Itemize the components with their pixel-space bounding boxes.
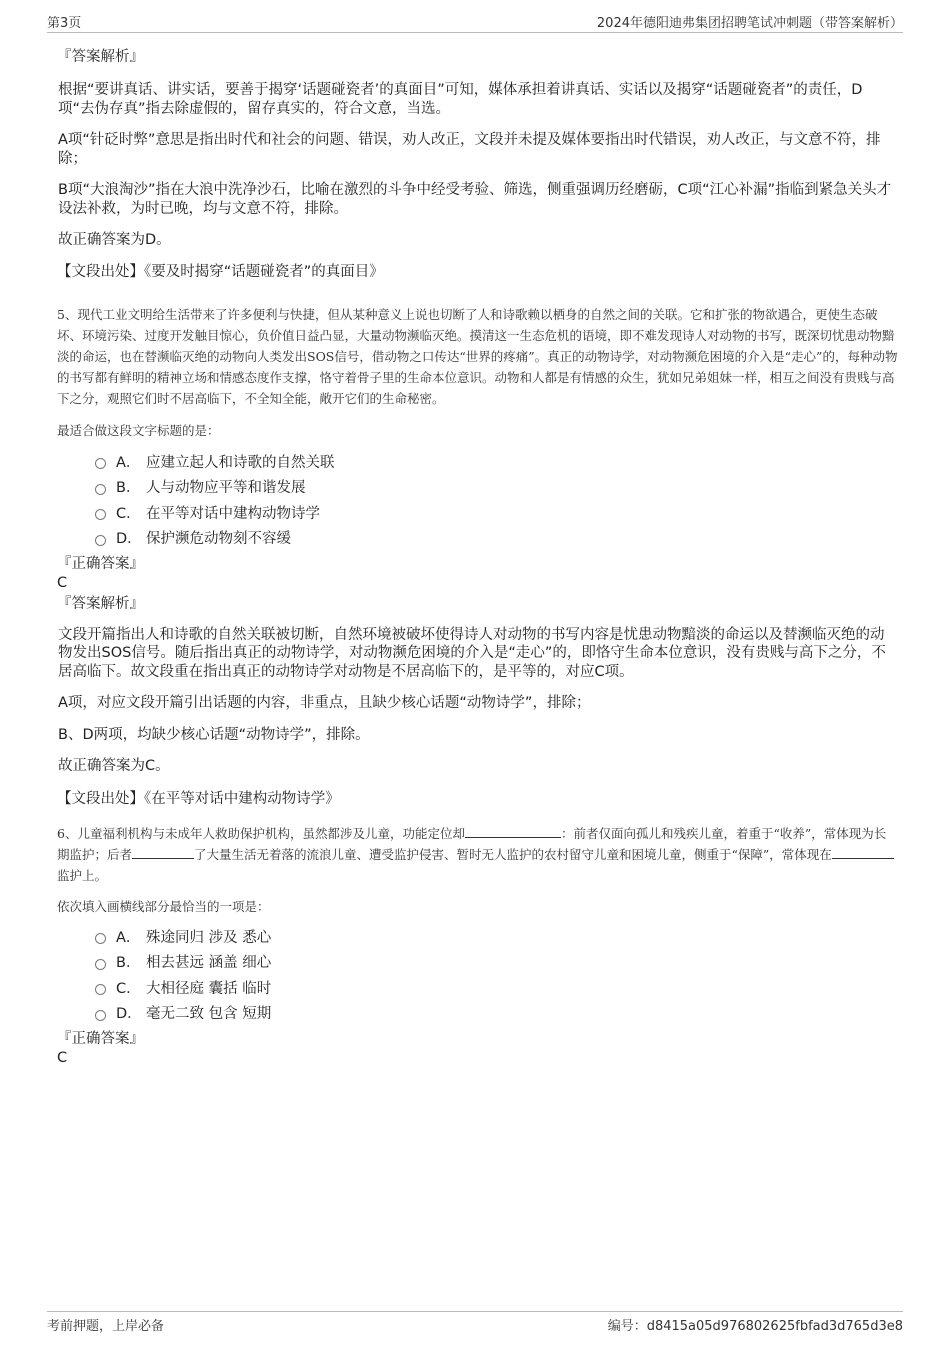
q5-option-b[interactable]: B． 人与动物应平等和谐发展 [95, 474, 898, 500]
q5-source: 【文段出处】《在平等对话中建构动物诗学》 [57, 790, 340, 807]
document-id: 编号：d8415a05d976802625fbfad3d765d3e8 [607, 1319, 903, 1334]
radio-icon[interactable] [95, 484, 106, 495]
q5-answer: C [57, 574, 68, 591]
blank-line [465, 825, 561, 838]
q4-analysis-para-1: 根据“要讲真话、讲实话，要善于揭穿‘话题碰瓷者’的真面目”可知，媒体承担着讲真话、实话以及揭穿“话题碰瓷者”的责任，D项“去伪存真”指去除虚假的，留存真实的，符合文意，当选。 [58, 82, 863, 117]
q6-options [57, 924, 898, 1026]
q6-answer: C [57, 1049, 68, 1066]
q5-answer-label: 『正确答案』 [57, 555, 144, 572]
radio-icon[interactable] [95, 1010, 106, 1021]
page-content [57, 46, 898, 1068]
page-header [47, 12, 903, 33]
q5-analysis-para-3: B、D两项，均缺少核心话题“动物诗学”，排除。 [58, 726, 370, 743]
q6-option-b[interactable]: B． 相去甚远 涵盖 细心 [95, 949, 898, 975]
q4-analysis-label: 『答案解析』 [57, 49, 144, 65]
radio-icon[interactable] [95, 509, 106, 520]
radio-icon[interactable] [95, 959, 106, 970]
q4-source: 【文段出处】《要及时揭穿“话题碰瓷者”的真面目》 [57, 263, 384, 280]
q4-analysis-para-2: A项“针砭时弊”意思是指出时代和社会的问题、错误，劝人改正，文段并未提及媒体要指出时代错误，劝人改正，与文意不符，排除； [58, 132, 881, 167]
q6-answer-label: 『正确答案』 [57, 1030, 144, 1047]
q5-stem: 5、现代工业文明给生活带来了许多便利与快捷，但从某种意义上说也切断了人和诗歌赖以栖身的自然之间的关联。它和扩张的物欲遇合，更使生态破坏、环境污染、过度开发触目惊心，负价值日益凸显，大量动物濒临灭绝。摸清这一生态危机的语境，即不难发现诗人对动物的书写，既深切忧患动物黯淡的命运，也在替濒临灭绝的动物向人类发出SOS信号，借动物之口传达“世界的疼痛”。真正的动物诗学，对动物濒危困境的介入是“走心”的，每种动物的书写都有鲜明的精神立场和情感态度作支撑，恪守着骨子里的生命本位意识。动物和人都是有情感的众生，犹如兄弟姐妹一样，相互之间没有贵贱与高下之分，观照它们时不居高临下，不全知全能，敞开它们的生命秘密。 [57, 306, 898, 406]
blank-line [132, 846, 194, 859]
q5-prompt: 最适合做这段文字标题的是： [57, 422, 220, 438]
document-title: 2024年德阳迪弗集团招聘笔试冲刺题（带答案解析） [596, 16, 903, 31]
footer-slogan: 考前押题，上岸必备 [47, 1319, 165, 1334]
radio-icon[interactable] [95, 535, 106, 546]
page-number: 第3页 [47, 16, 82, 31]
radio-icon[interactable] [95, 458, 106, 469]
q5-analysis-label: 『答案解析』 [57, 595, 144, 612]
radio-icon[interactable] [95, 984, 106, 995]
q5-analysis-conclusion: 故正确答案为C。 [58, 758, 170, 774]
q4-analysis-para-3: B项“大浪淘沙”指在大浪中洗净沙石，比喻在激烈的斗争中经受考验、筛选，侧重强调历经磨砺，C项“江心补漏”指临到紧急关头才设法补救，为时已晚，均与文意不符，排除。 [58, 182, 892, 217]
q5-options [57, 449, 898, 551]
q6-option-a[interactable]: A． 殊途同归 涉及 悉心 [95, 924, 898, 950]
q6-prompt: 依次填入画横线部分最恰当的一项是： [57, 898, 270, 914]
q4-analysis-conclusion: 故正确答案为D。 [58, 232, 171, 248]
radio-icon[interactable] [95, 933, 106, 944]
q6-option-d[interactable]: D． 毫无二致 包含 短期 [95, 1000, 898, 1026]
q5-analysis-para-1: 文段开篇指出人和诗歌的自然关联被切断，自然环境被破坏使得诗人对动物的书写内容是忧患动物黯淡的命运以及替濒临灭绝的动物发出SOS信号。随后指出真正的动物诗学，对动物濒危困境的介入是“走心”的，即恪守生命本位意识，没有贵贱与高下之分，不居高临下。故文段重在指出真正的动物诗学对动物是不居高临下的，是平等的，对应C项。 [58, 626, 886, 680]
q5-option-d[interactable]: D． 保护濒危动物刻不容缓 [95, 525, 898, 551]
q5-analysis-para-2: A项，对应文段开篇引出话题的内容，非重点，且缺少核心话题“动物诗学”，排除； [58, 695, 591, 711]
q6-stem: 6、儿童福利机构与未成年人救助保护机构，虽然都涉及儿童，功能定位却 ：前者仅面向孤儿和残疾儿童，着重于“收养”，常体现为长期监护；后者 了大量生活无着落的流浪儿童、遭受监护侵害、暂时无人监护的农村留守儿童和困境儿童，侧重于“保障”，常体现在监护上。 [57, 823, 898, 886]
q6-option-c[interactable]: C． 大相径庭 囊括 临时 [95, 975, 898, 1001]
blank-line [832, 846, 894, 859]
page-footer [47, 1311, 903, 1334]
q5-option-c[interactable]: C． 在平等对话中建构动物诗学 [95, 500, 898, 526]
q5-option-a[interactable]: A． 应建立起人和诗歌的自然关联 [95, 449, 898, 475]
